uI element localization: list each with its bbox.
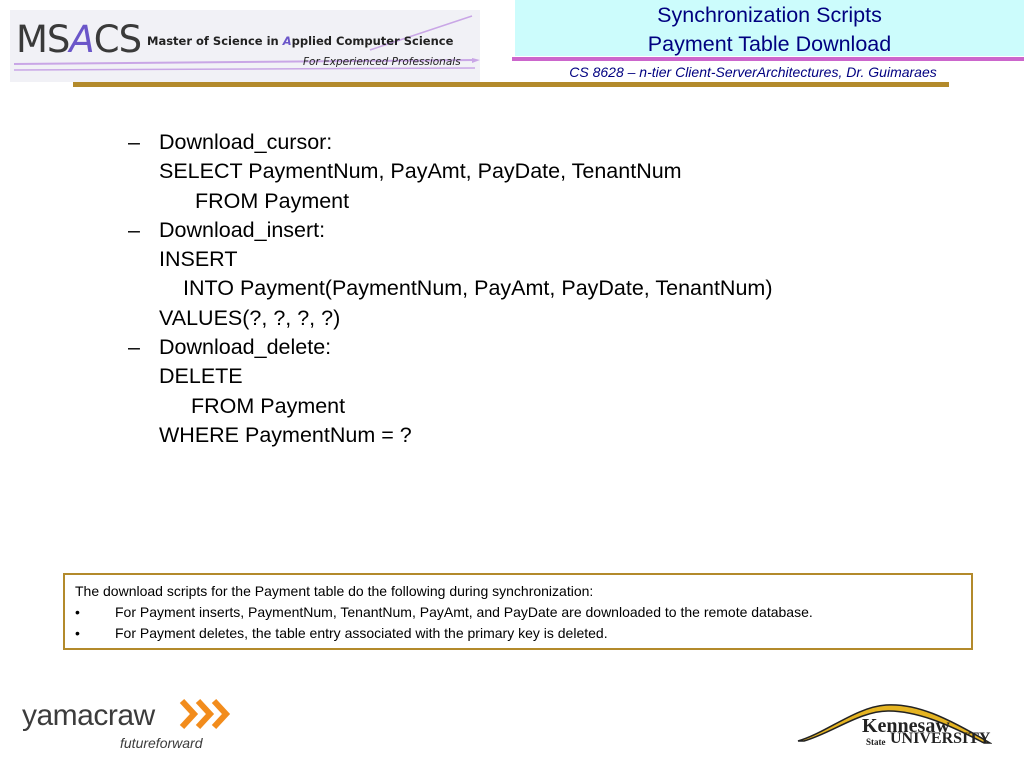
course-caption: CS 8628 – n-tier Client-ServerArchitectures, Dr. Guimaraes (569, 64, 937, 80)
bullet-glyph: • (75, 604, 80, 620)
list-item-label: Download_insert: (159, 217, 326, 242)
summary-box (63, 573, 973, 650)
sql-code-line: DELETE (159, 364, 243, 389)
title-line-2: Payment Table Download (647, 32, 892, 56)
slide-body (128, 128, 988, 450)
yamacraw-wordmark: yamacraw (22, 699, 155, 732)
msacs-logo (10, 10, 480, 82)
title-line-1: Synchronization Scripts (657, 3, 882, 27)
list-item-label: Download_cursor: (159, 130, 333, 154)
title-rule (512, 57, 1024, 61)
yamacraw-logo (22, 693, 242, 753)
summary-bullet (75, 602, 971, 623)
logo-wordmark: MSACS (16, 18, 142, 61)
sql-code-line: INTO Payment(PaymentNum, PayAmt, PayDate, TenantNum) (183, 276, 773, 301)
yamacraw-tagline: futureforward (120, 735, 203, 751)
ksu-university: UNIVERSITY (890, 730, 991, 747)
list-dash: – (128, 130, 140, 154)
ksu-kennesaw: Kennesaw (862, 715, 950, 737)
sql-code-line: WHERE PaymentNum = ? (159, 422, 412, 447)
list-item (128, 333, 988, 362)
list-item (128, 216, 988, 245)
list-dash: – (128, 335, 140, 360)
summary-bullet-text: For Payment inserts, PaymentNum, TenantNum, PayAmt, and PayDate are downloaded to the remote database. (115, 604, 813, 620)
sql-code-line: FROM Payment (195, 188, 350, 213)
logo-tagline: For Experienced Professionals (303, 56, 461, 68)
list-item (128, 128, 988, 157)
sql-code-line: SELECT PaymentNum, PayAmt, PayDate, TenantNum (159, 159, 682, 184)
list-item-label: Download_delete: (159, 335, 332, 360)
header-divider (73, 82, 949, 87)
sql-code-line: FROM Payment (191, 393, 346, 418)
slide-title (515, 1, 1024, 59)
summary-bullet-text: For Payment deletes, the table entry associated with the primary key is deleted. (115, 625, 608, 641)
ksu-logo (796, 703, 992, 753)
summary-intro: The download scripts for the Payment table do the following during synchronization: (75, 583, 594, 599)
ksu-state: State (866, 737, 886, 747)
sql-code-line: VALUES(?, ?, ?, ?) (159, 305, 341, 330)
list-dash: – (128, 217, 140, 242)
bullet-glyph: • (75, 625, 80, 641)
chevrons-icon (178, 697, 238, 731)
summary-bullet (75, 623, 971, 644)
logo-subtitle: Master of Science in Applied Computer Science (147, 34, 454, 48)
sql-code-line: INSERT (159, 247, 238, 272)
